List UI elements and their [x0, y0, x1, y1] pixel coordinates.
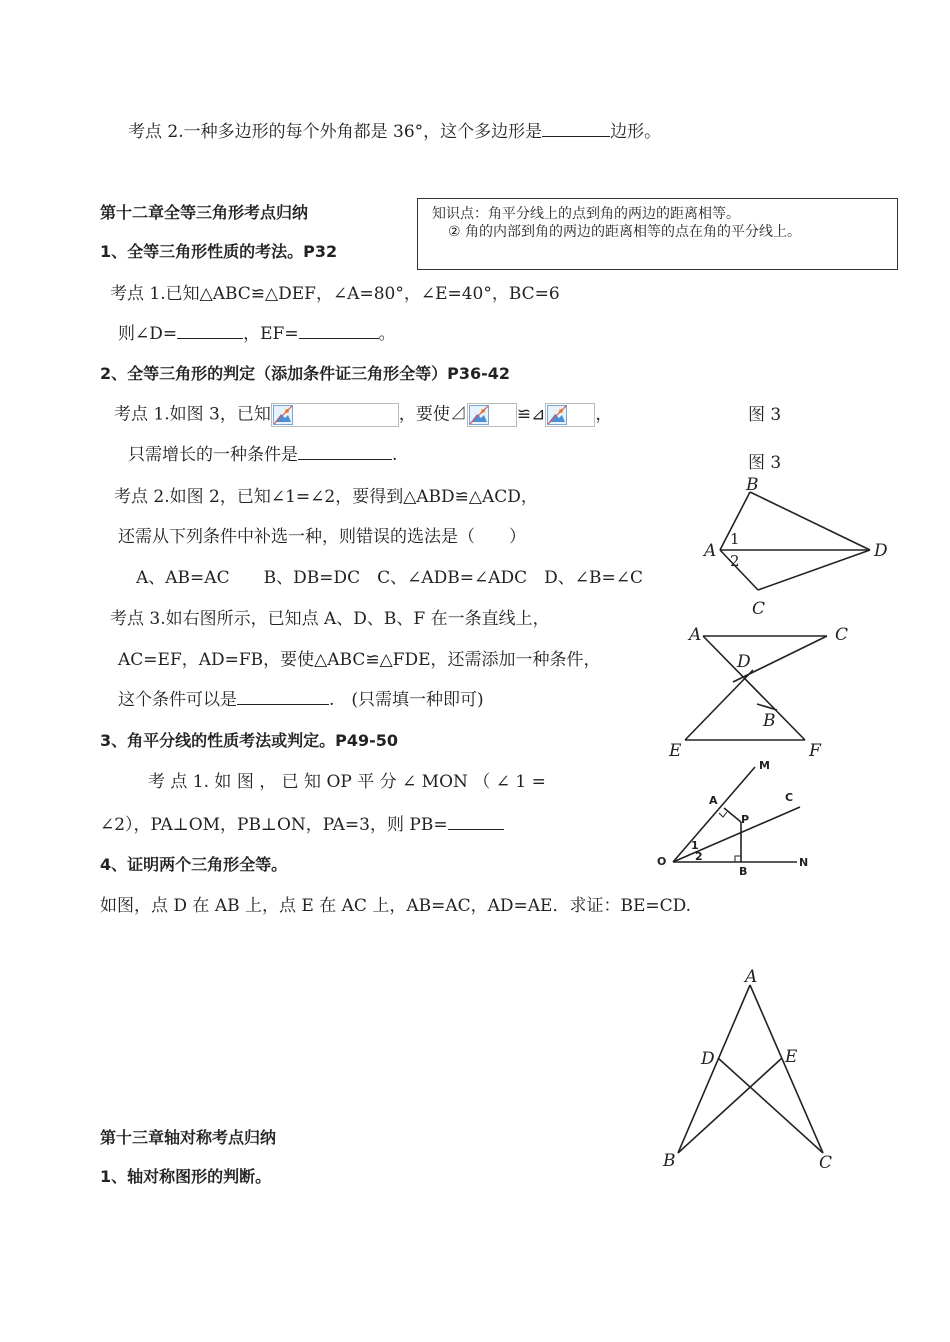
chapter12-title: 第十二章全等三角形考点归纳	[100, 203, 309, 222]
answer-blank-condition[interactable]	[298, 444, 392, 460]
label-angle-2: 2	[730, 552, 740, 570]
broken-image-icon	[467, 403, 517, 427]
s2-q1-line2	[128, 444, 397, 466]
s2-q1-line2-end: .	[392, 445, 398, 465]
label-P: P	[741, 813, 750, 826]
s2-q1-line1	[114, 403, 612, 427]
answer-blank-pb[interactable]	[448, 814, 504, 830]
answer-blank-ef[interactable]	[299, 323, 379, 339]
segment-be	[678, 1058, 782, 1153]
figure-label-1: 图 3	[748, 405, 782, 425]
label-angle-d: 则∠D=	[118, 324, 178, 344]
s2-q3-line3-note: . (只需填一种即可)	[329, 690, 484, 710]
label-B: B	[739, 865, 748, 878]
label-E: E	[669, 741, 682, 761]
label-B: B	[746, 475, 759, 495]
section-2-heading: 2、全等三角形的判定（添加条件证三角形全等）P36-42	[100, 364, 511, 383]
s2-q2-line1: 考点 2.如图 2，已知∠1=∠2，要得到△ABD≌△ACD，	[114, 487, 538, 507]
label-D: D	[874, 541, 888, 561]
answer-blank-extra-condition[interactable]	[237, 689, 329, 705]
label-C: C	[785, 791, 794, 804]
segment-ac	[750, 985, 823, 1153]
figure-triangle-abc	[655, 960, 855, 1175]
segment-af	[703, 636, 805, 740]
broken-image-icon	[271, 403, 399, 427]
s2-q3-line3-text: 这个条件可以是	[118, 690, 237, 710]
label-M: M	[759, 759, 770, 772]
figure-label-2: 图 3	[748, 453, 782, 473]
s3-q1-line1: 考 点 1. 如 图 ， 已 知 OP 平 分 ∠ MON （ ∠ 1 =	[148, 772, 546, 792]
s1-q1-line1: 考点 1.已知△ABC≌△DEF，∠A=80°，∠E=40°，BC=6	[110, 284, 560, 304]
s2-q3-line1: 考点 3.如右图所示，已知点 A、D、B、F 在一条直线上，	[110, 609, 550, 629]
label-D: D	[701, 1049, 715, 1069]
segment-cd	[718, 1058, 823, 1153]
question-polygon-exterior-angle	[128, 121, 661, 143]
segment-ab	[678, 985, 750, 1153]
knowledge-line-2: ② 角的内部到角的两边的距离相等的点在角的平分线上。	[448, 224, 801, 240]
label-angle-1: 1	[730, 530, 740, 548]
section-1-heading: 1、全等三角形性质的考法。P32	[100, 242, 338, 261]
question-suffix: 边形。	[610, 122, 662, 142]
right-angle-a	[719, 812, 727, 817]
label-O: O	[657, 855, 667, 868]
label-N: N	[799, 856, 809, 869]
label-D: D	[737, 652, 751, 672]
s2-q1-text-a: 考点 1.如图 3，已知	[114, 404, 271, 425]
segment-bd	[750, 492, 870, 550]
ray-oc	[673, 807, 800, 862]
s2-q1-line2-text: 只需增长的一种条件是	[128, 445, 298, 465]
s2-q1-text-c: ≌⊿	[516, 404, 546, 425]
label-A: A	[745, 967, 758, 987]
label-A: A	[709, 794, 718, 807]
label-A: A	[689, 625, 702, 645]
knowledge-line-1: 知识点：角平分线上的点到角的两边的距离相等。	[432, 206, 740, 222]
answer-blank-angle-d[interactable]	[177, 323, 243, 339]
label-F: F	[809, 741, 821, 761]
label-A: A	[704, 541, 717, 561]
s3-q1-line2	[100, 814, 504, 836]
s4-q1: 如图，点 D 在 AB 上，点 E 在 AC 上，AB=AC，AD=AE．求证：BE=CD.	[100, 896, 692, 916]
section-3-heading: 3、角平分线的性质考法或判定。P49-50	[100, 731, 399, 750]
period: 。	[378, 324, 396, 344]
label-C: C	[835, 625, 849, 645]
chapter13-section-1-heading: 1、轴对称图形的判断。	[100, 1167, 272, 1186]
label-angle-1: 1	[691, 839, 699, 852]
s3-q1-line2-text: ∠2），PA⊥OM，PB⊥ON，PA=3，则 PB=	[100, 815, 448, 835]
s2-q2-options: A、AB=AC B、DB=DC C、∠ADB=∠ADC D、∠B=∠C	[136, 568, 643, 588]
knowledge-box	[417, 198, 898, 270]
label-C: C	[752, 599, 766, 619]
broken-image-icon	[545, 403, 595, 427]
segment-b	[757, 704, 777, 710]
section-4-heading: 4、证明两个三角形全等。	[100, 855, 288, 874]
label-B: B	[663, 1151, 676, 1171]
segment-pa	[724, 808, 741, 822]
s2-q3-line2: AC=EF，AD=FB，要使△ABC≌△FDE，还需添加一种条件，	[118, 650, 601, 670]
label-C: C	[819, 1153, 833, 1173]
figure-angle-bisector	[655, 755, 830, 880]
s2-q1-text-d: ，	[595, 404, 613, 425]
label-E: E	[785, 1047, 798, 1067]
s1-q1-line2	[118, 323, 396, 345]
right-angle-b	[735, 856, 741, 862]
label-ef: ，EF=	[243, 324, 299, 344]
label-B: B	[763, 711, 776, 731]
s2-q1-text-b: ，要使⊿	[398, 404, 467, 425]
label-angle-2: 2	[695, 850, 703, 863]
segment-cd	[758, 550, 870, 590]
s2-q3-line3	[118, 689, 484, 711]
figure-hourglass	[665, 620, 865, 765]
answer-blank[interactable]	[542, 121, 610, 137]
segment-ed	[685, 670, 753, 740]
question-text: 考点 2.一种多边形的每个外角都是 36°，这个多边形是	[128, 122, 543, 142]
figure-kite	[690, 470, 900, 620]
chapter13-title: 第十三章轴对称考点归纳	[100, 1128, 277, 1147]
s2-q2-line2: 还需从下列条件中补选一种，则错误的选法是（ ）	[118, 527, 526, 547]
